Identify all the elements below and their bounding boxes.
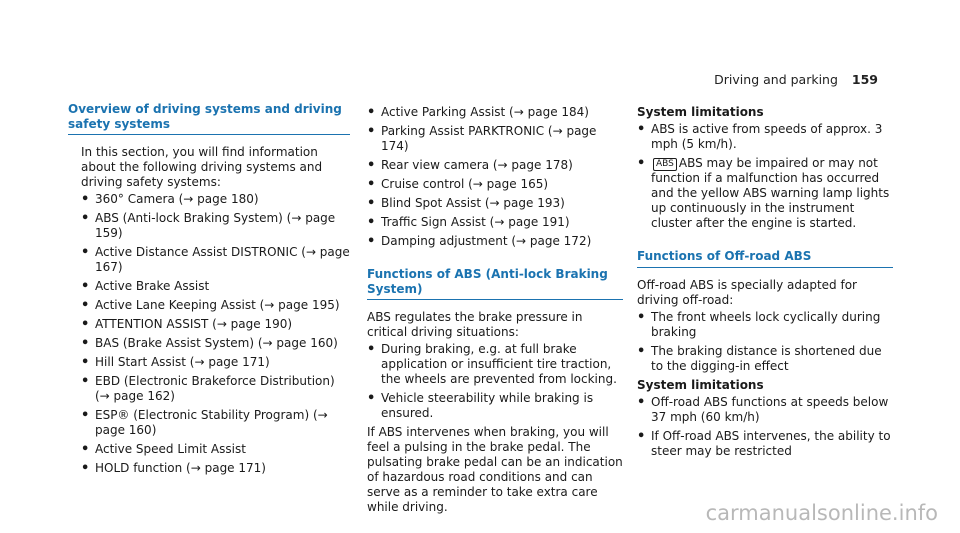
overview-intro: In this section, you will find information about the following driving systems and driving safety systems: bbox=[81, 145, 323, 189]
system-limitations-list-2 bbox=[637, 395, 893, 459]
list-item: • Active Speed Limit Assist bbox=[81, 442, 246, 457]
offroad-intro: Off-road ABS is specially adapted for driving off-road: bbox=[637, 277, 857, 307]
list-item: • Blind Spot Assist (→ page 193) bbox=[367, 196, 565, 211]
abs-list bbox=[367, 342, 623, 421]
running-head bbox=[714, 72, 878, 87]
section-title: Driving and parking bbox=[714, 72, 838, 87]
systems-list bbox=[81, 192, 350, 476]
column-3 bbox=[637, 105, 893, 463]
list-item: • Damping adjustment (→ page 172) bbox=[367, 234, 592, 249]
list-item: • ATTENTION ASSIST (→ page 190) bbox=[81, 317, 293, 332]
overview-heading bbox=[68, 102, 350, 135]
list-item: • The braking distance is shortened due to the digging-in effect bbox=[637, 343, 882, 373]
system-limitations-heading: System limitations bbox=[637, 105, 764, 119]
list-item: • 360° Camera (→ page 180) bbox=[81, 192, 259, 207]
list-item: • Vehicle steerability while braking is ensured. bbox=[367, 391, 594, 420]
abs-functions-heading: Functions of ABS (Anti-lock Braking System) bbox=[367, 267, 623, 300]
list-item: • ABS (Anti-lock Braking System) (→ page 159) bbox=[81, 211, 336, 240]
list-item: • ABS is active from speeds of approx. 3 mph (5 km/h). bbox=[637, 122, 883, 151]
system-limitations-heading-2: System limitations bbox=[637, 377, 764, 392]
overview-heading-line2: safety systems bbox=[68, 116, 170, 131]
list-item: • Cruise control (→ page 165) bbox=[367, 177, 549, 192]
list-item: • EBD (Electronic Brakeforce Distribution) (→ page 162) bbox=[81, 374, 335, 403]
page-number: 159 bbox=[851, 72, 878, 87]
list-item: • Active Brake Assist bbox=[81, 279, 210, 294]
list-item: • If Off-road ABS intervenes, the ability to steer may be restricted bbox=[637, 428, 891, 458]
overview-heading-line1: Overview of driving systems and driving bbox=[68, 102, 342, 116]
column-2 bbox=[367, 105, 623, 517]
list-item: • Active Lane Keeping Assist (→ page 195) bbox=[81, 298, 340, 313]
list-item: • Rear view camera (→ page 178) bbox=[367, 158, 573, 173]
offroad-abs-heading: Functions of Off-road ABS bbox=[637, 249, 893, 268]
list-item: • ABS ABS may be impaired or may not function if a malfunction has occurred and the yellow ABS warning lamp lights up continuously in the instrument cluster after the engine is started. bbox=[637, 156, 890, 230]
list-item: • The front wheels lock cyclically during braking bbox=[637, 309, 881, 339]
list-item: • BAS (Brake Assist System) (→ page 160) bbox=[81, 336, 338, 351]
system-limitations-list bbox=[637, 122, 893, 231]
column-1 bbox=[68, 102, 350, 480]
systems-list-continued bbox=[367, 105, 623, 249]
watermark: carmanualsonline.info bbox=[705, 501, 938, 525]
abs-warning-lamp-icon: ABS bbox=[651, 156, 679, 170]
offroad-list bbox=[637, 310, 893, 374]
list-item: • ESP® (Electronic Stability Program) (→ page 160) bbox=[81, 408, 328, 437]
abs-note: If ABS intervenes when braking, you will feel a pulsing in the brake pedal. The pulsating brake pedal can be an indication of hazardous road conditions and can serve as a reminder to take extra care while driving. bbox=[367, 425, 623, 514]
list-item: • During braking, e.g. at full brake application or insufficient tire traction, the wheels are prevented from locking. bbox=[367, 342, 617, 386]
list-item: • Off-road ABS functions at speeds below 37 mph (60 km/h) bbox=[637, 394, 889, 424]
list-item: • Hill Start Assist (→ page 171) bbox=[81, 355, 270, 370]
abs-intro: ABS regulates the brake pressure in critical driving situations: bbox=[367, 310, 583, 339]
list-item: • Traffic Sign Assist (→ page 191) bbox=[367, 215, 570, 230]
list-item: • HOLD function (→ page 171) bbox=[81, 461, 266, 476]
list-item: • Active Parking Assist (→ page 184) bbox=[367, 105, 589, 120]
list-item: • Parking Assist PARKTRONIC (→ page 174) bbox=[367, 124, 597, 153]
list-item: • Active Distance Assist DISTRONIC (→ page 167) bbox=[81, 245, 350, 274]
